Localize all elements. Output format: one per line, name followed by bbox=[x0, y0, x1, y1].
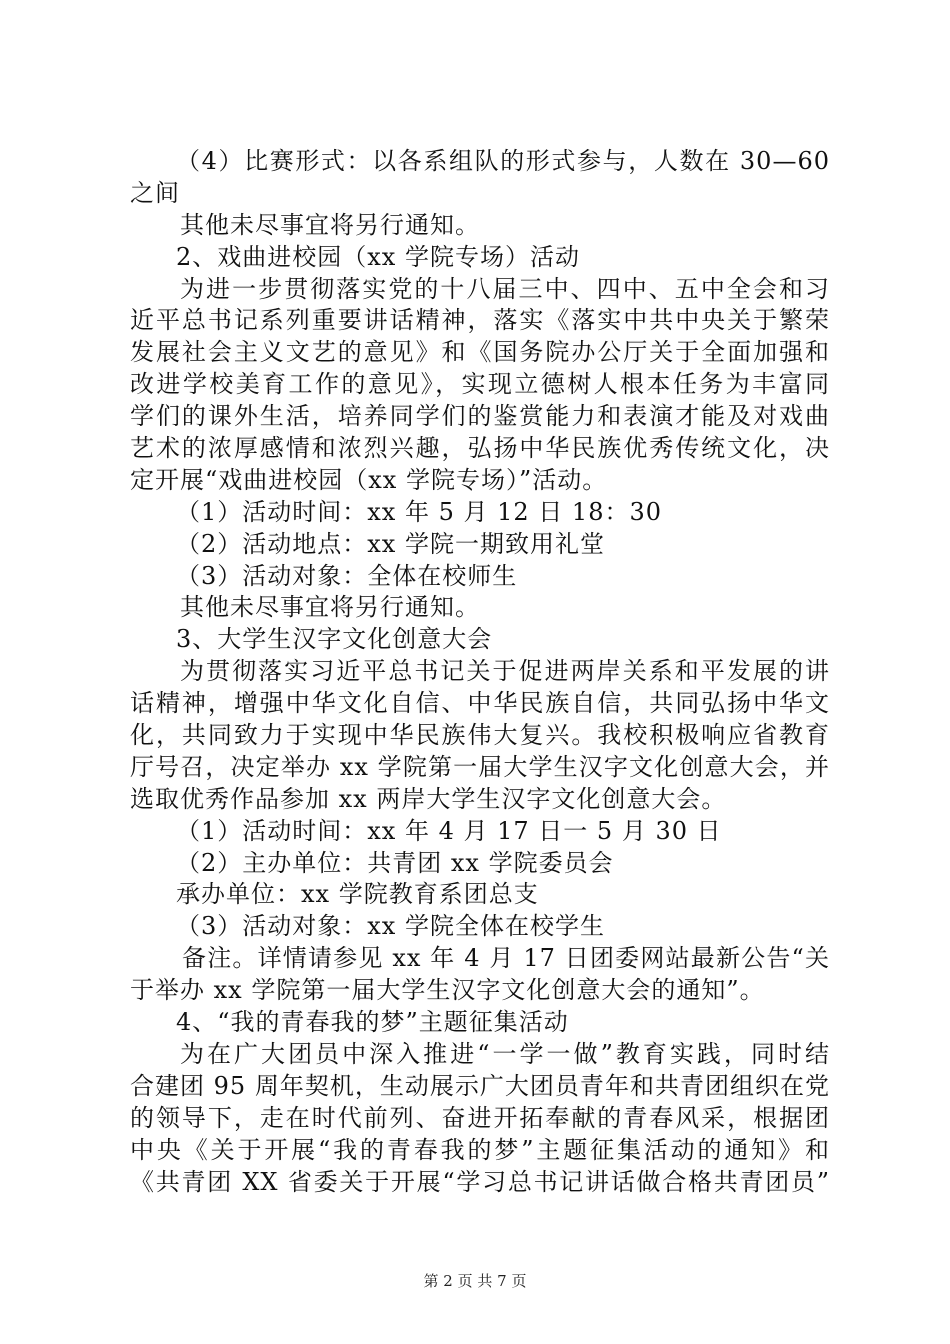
text-line: 定开展“戏曲进校园（xx 学院专场）”活动。 bbox=[130, 465, 608, 494]
page-footer: 第 2 页 共 7 页 bbox=[423, 1272, 527, 1290]
text-line: （2）活动地点：xx 学院一期致用礼堂 bbox=[176, 529, 605, 558]
text-line: 之间 bbox=[130, 178, 180, 207]
text-line: 《共青团 XX 省委关于开展“学习总书记讲话做合格共青团员” bbox=[130, 1167, 830, 1196]
text-line: （3）活动对象：xx 学院全体在校学生 bbox=[176, 912, 605, 941]
text-line: 艺术的浓厚感情和浓烈兴趣，弘扬中华民族优秀传统文化，决 bbox=[130, 434, 830, 463]
text-line: 2、戏曲进校园（xx 学院专场）活动 bbox=[176, 242, 580, 271]
text-line: 话精神，增强中华文化自信、中华民族自信，共同弘扬中华文 bbox=[130, 689, 830, 718]
text-line: 化，共同致力于实现中华民族伟大复兴。我校积极响应省教育 bbox=[130, 721, 830, 750]
text-line: 其他未尽事宜将另行通知。 bbox=[180, 210, 480, 239]
text-line: 选取优秀作品参加 xx 两岸大学生汉字文化创意大会。 bbox=[130, 784, 727, 813]
text-line: （2）主办单位：共青团 xx 学院委员会 bbox=[176, 848, 614, 877]
text-line: 改进学校美育工作的意见》，实现立德树人根本任务为丰富同 bbox=[130, 370, 830, 399]
text-line: （1）活动时间：xx 年 4 月 17 日一 5 月 30 日 bbox=[176, 816, 722, 845]
text-line: 厅号召，决定举办 xx 学院第一届大学生汉字文化创意大会，并 bbox=[130, 752, 830, 781]
text-line: 备注。详情请参见 xx 年 4 月 17 日团委网站最新公告“关 bbox=[182, 944, 830, 973]
text-line: 为在广大团员中深入推进“一学一做”教育实践，同时结 bbox=[180, 1039, 830, 1068]
text-line: （1）活动时间：xx 年 5 月 12 日 18：30 bbox=[176, 497, 662, 526]
text-line: 承办单位：xx 学院教育系团总支 bbox=[176, 880, 539, 909]
text-line: 学们的课外生活，培养同学们的鉴赏能力和表演才能及对戏曲 bbox=[130, 402, 830, 431]
text-line: 的领导下，走在时代前列、奋进开拓奉献的青春风采，根据团 bbox=[130, 1103, 830, 1132]
text-line: 4、“我的青春我的梦”主题征集活动 bbox=[176, 1008, 569, 1037]
text-line: （3）活动对象：全体在校师生 bbox=[176, 561, 518, 590]
text-line: 为进一步贯彻落实党的十八届三中、四中、五中全会和习 bbox=[180, 274, 830, 303]
text-line: 其他未尽事宜将另行通知。 bbox=[180, 593, 480, 622]
text-line: 中央《关于开展“我的青春我的梦”主题征集活动的通知》和 bbox=[130, 1135, 830, 1164]
text-line: 近平总书记系列重要讲话精神，落实《落实中共中央关于繁荣 bbox=[130, 306, 830, 335]
text-line: 为贯彻落实习近平总书记关于促进两岸关系和平发展的讲 bbox=[180, 657, 830, 686]
text-line: 合建团 95 周年契机，生动展示广大团员青年和共青团组织在党 bbox=[130, 1071, 830, 1100]
body-text bbox=[130, 146, 830, 1198]
text-line: 3、大学生汉字文化创意大会 bbox=[176, 625, 493, 654]
text-line: 于举办 xx 学院第一届大学生汉字文化创意大会的通知”。 bbox=[130, 976, 765, 1005]
text-line: 发展社会主义文艺的意见》和《国务院办公厅关于全面加强和 bbox=[130, 338, 830, 367]
text-line: （4）比赛形式：以各系组队的形式参与，人数在 30—60 bbox=[176, 147, 830, 175]
